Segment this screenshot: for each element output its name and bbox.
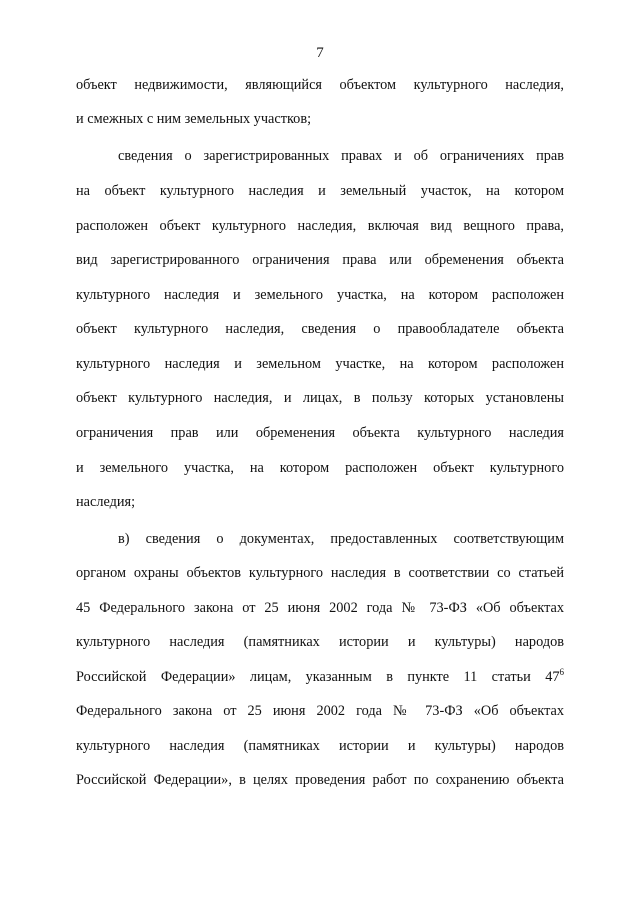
text-line-with-superscript	[76, 667, 564, 687]
text-line: объект культурного наследия, и лицах, в пользу которых установлены	[76, 390, 564, 406]
text-line: культурного наследия и земельного участка, на котором расположен	[76, 287, 564, 303]
article-superscript: 6	[559, 667, 564, 678]
text-line: наследия;	[76, 494, 136, 510]
page-number: 7	[316, 45, 324, 61]
text-line: Российской Федерации», в целях проведения работ по сохранению объекта	[76, 772, 564, 788]
text-line: Федерального закона от 25 июня 2002 года № 73-ФЗ «Об объектах	[76, 703, 564, 719]
text-line: на объект культурного наследия и земельный участок, на котором	[76, 183, 564, 199]
text-line: расположен объект культурного наследия, включая вид вещного права,	[76, 218, 564, 234]
text-line: и земельного участка, на котором расположен объект культурного	[76, 460, 564, 476]
text-line: органом охраны объектов культурного наследия в соответствии со статьей	[76, 565, 564, 581]
text-line: культурного наследия (памятниках истории и культуры) народов	[76, 634, 564, 650]
text-line: объект недвижимости, являющийся объектом культурного наследия,	[76, 77, 564, 93]
text-line: объект культурного наследия, сведения о правообладателе объекта	[76, 321, 564, 337]
text-line: ограничения прав или обременения объекта культурного наследия	[76, 425, 564, 441]
text-line: культурного наследия (памятниках истории и культуры) народов	[76, 738, 564, 754]
text-line: 45 Федерального закона от 25 июня 2002 года № 73-ФЗ «Об объектах	[76, 600, 564, 616]
text-line: вид зарегистрированного ограничения права или обременения объекта	[76, 252, 564, 268]
text-line: культурного наследия и земельном участке, на котором расположен	[76, 356, 564, 372]
paragraph-first-line: сведения о зарегистрированных правах и об ограничениях прав	[118, 148, 564, 164]
paragraph-first-line: в) сведения о документах, предоставленных соответствующим	[118, 531, 564, 547]
text-line: и смежных с ним земельных участков;	[76, 111, 312, 127]
text-line-content: Российской Федерации» лицам, указанным в пункте 11 статьи 47	[76, 669, 560, 685]
